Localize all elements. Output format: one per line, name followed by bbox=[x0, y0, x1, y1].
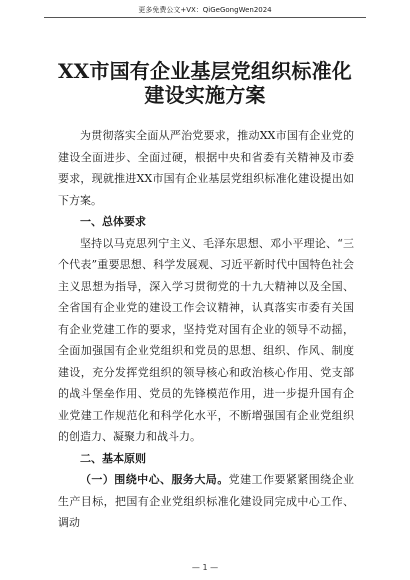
section-heading-2: 二、基本原则 bbox=[80, 451, 146, 465]
section-heading-1: 一、总体要求 bbox=[80, 215, 146, 228]
principle-1-lead: （一）围绕中心、服务大局。 bbox=[80, 473, 229, 486]
page-number: — 1 — bbox=[191, 563, 219, 572]
section-1-paragraph: 坚持以马克思列宁主义、毛泽东思想、邓小平理论、“三个代表”重要思想、科学发展观、习近平新时代中国特色社会主义思想为指导，深入学习贯彻党的十九大精神以及全国、全省国有企业党的建设工作会议精神，认真落实市委有关国有企业党建工作的要求，坚持党对国有企业的领导不动摇，全面加强国有企业党组织和党员的思想、组织、作风、制度建设，充分发挥党组织的领导核心和政治核心作用、党支部的战斗堡垒作用、党员的先锋模范作用，进一步提升国有企业党建工作规范化和科学化水平，不断增强国有企业党组织的创造力、凝聚力和战斗力。 bbox=[58, 236, 354, 443]
document-title: XX市国有企业基层党组织标准化建设实施方案 bbox=[57, 59, 353, 107]
header-divider bbox=[44, 17, 366, 18]
page-header: 更多免费公文+VX：QiGeGongWen2024 bbox=[138, 6, 272, 14]
principle-1-paragraph bbox=[58, 469, 354, 534]
intro-paragraph: 为贯彻落实全面从严治党要求，推动XX市国有企业党的建设全面进步、全面过硬，根据中央和省委有关精神及市委要求，现就推进XX市国有企业基层党组织标准化建设提出如下方案。 bbox=[58, 129, 354, 207]
document-body bbox=[58, 125, 354, 534]
principle-1-text: 党建工作要紧紧围绕企业生产目标，把国有企业党组织标准化建设同完成中心工作、调动 bbox=[58, 473, 355, 529]
